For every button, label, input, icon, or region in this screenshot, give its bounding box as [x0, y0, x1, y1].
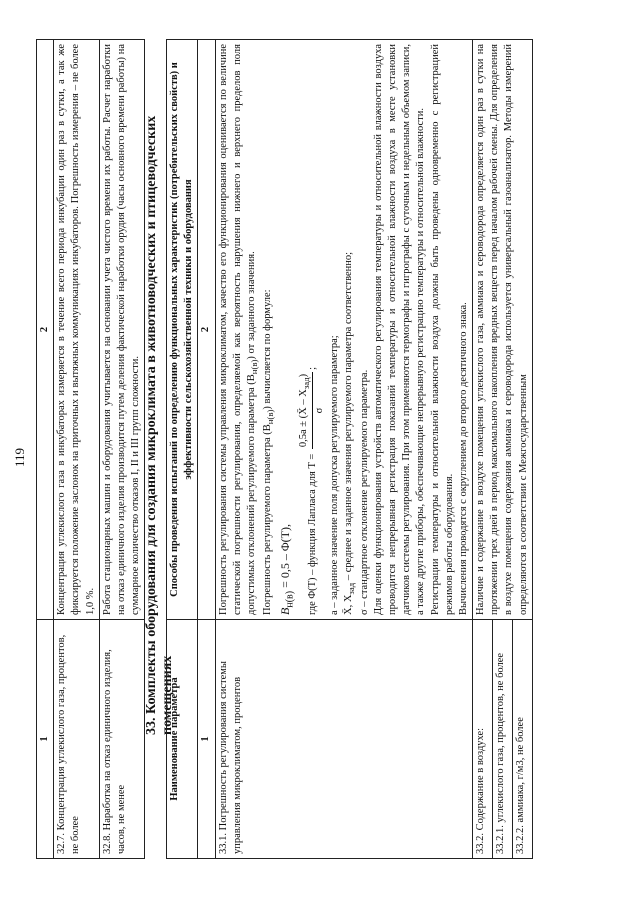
table-row	[54, 40, 100, 859]
col-num-2: 2	[198, 40, 215, 620]
col-num-1: 1	[198, 620, 215, 859]
param-group: 33.2. Содержание в воздухе:	[473, 620, 493, 859]
formula-laplace: где Φ(T) – функция Лапласа для T = 0,5a ± (X̄ – $X_{зад}$) σ ;	[297, 44, 328, 615]
header-method: Способы проведения испытаний по определению функциональных характеристик (потребительских свойств) и эффективности сельскохозяйственной техники и оборудования	[167, 40, 198, 620]
definition-x: X̄, $X_{зад}$ – среднее и заданное значения регулируемого параметра соответственно;	[342, 251, 356, 615]
paragraph: Погрешность регулируемого параметра $(B_{н(в)})$ вычисляется по формуле:	[261, 289, 275, 615]
col-num-2: 2	[37, 40, 54, 620]
param-name: 32.7. Концентрация углекислого газа, процентов, не более	[54, 620, 100, 859]
test-method	[215, 40, 473, 620]
table-32-continued	[36, 39, 145, 859]
param-name: 32.8. Наработка на отказ единичного изделия, часов, не менее	[99, 620, 145, 859]
paragraph: Погрешность регулирования системы управления микроклиматом, качество его функционирования оценивается по величине статической погрешности регулирования, определяемой как вероятность нарушения нижнего и верхнего пределов поля допустимых отклонений регулируемого параметра $(B_{н(в)})$ от заданного значения.	[217, 44, 259, 615]
test-method: Работа стационарных машин и оборудования учитывается на основании учета чистого времени их работы. Расчет наработки на отказ единичного изделия производится путем деления фактической наработки орудия (часы основного времени работы) на суммарное количество отказов I, II и III групп сложности.	[99, 40, 145, 620]
section-title: 33. Комплекты оборудования для создания микроклимата в животноводческих и птицеводческих помещениях	[144, 115, 175, 735]
column-number-row	[198, 40, 215, 859]
table-row	[99, 40, 145, 859]
test-method: Наличие и содержание в воздухе помещения углекислого газа, аммиака и сероводорода определяется один раз в сутки на протяжении трех дней в период максимального накопления вредных веществ перед началом рабочей смены. Для определения в воздухе помещения содержания аммиака и сероводорода используется универсальный газоанализатор. Методы измерений определяются в соответствии с Межгосударственным	[473, 40, 533, 620]
test-method: Концентрация углекислого газа в инкубаторах измеряется в течение всего периода инкубации один раз в сутки, а так же фиксируется положение заслонок на приточных и вытяжных коммуникациях инкубаторов. Погрешность измерения – не более 1,0 %.	[54, 40, 100, 620]
param-name: 33.1. Погрешность регулирования системы управления микроклиматом, процентов	[215, 620, 473, 859]
table-header-row	[167, 40, 198, 859]
table-row	[473, 40, 493, 859]
definition-a: a – заданное значение поля допуска регулируемого параметра;	[328, 335, 340, 615]
definition-sigma: σ – стандартное отклонение регулируемого параметра.	[358, 369, 370, 615]
header-param: Наименование параметра	[167, 620, 198, 859]
table-33	[166, 39, 533, 859]
page-number: 119	[12, 447, 27, 467]
table-header-row	[37, 40, 54, 859]
paragraph: Для оценки функционирования устройств автоматического регулирования температуры и относительной влажности воздуха проводится непрерывная регистрация показаний температуры и относительной влажности воздуха в месте установки датчиков системы регулирования. При этом применяются термографы и гигрографы с суточным и недельным объемом записи, а также другие приборы, обеспечивающие непрерывную регистрацию температуры и относительной влажности.	[372, 44, 427, 615]
col-num-1: 1	[37, 620, 54, 859]
table-row	[215, 40, 473, 859]
paragraph: Регистрации температуры и относительной влажности воздуха должны быть проведены одновременно с регистрацией режимов работы оборудования.	[429, 44, 455, 615]
paragraph: Вычисления проводятся с округлением до второго десятичного знака.	[457, 302, 469, 615]
fraction: 0,5a ± (X̄ – $X_{зад}$) σ	[297, 373, 326, 448]
param-name: 33.2.1. углекислого газа, процентов, не более	[492, 620, 512, 859]
formula-b: $B_{н(в)} = 0,5 - \Phi(T)$,	[277, 524, 296, 615]
param-name: 33.2.2. аммиака, г/м3, не более	[512, 620, 532, 859]
